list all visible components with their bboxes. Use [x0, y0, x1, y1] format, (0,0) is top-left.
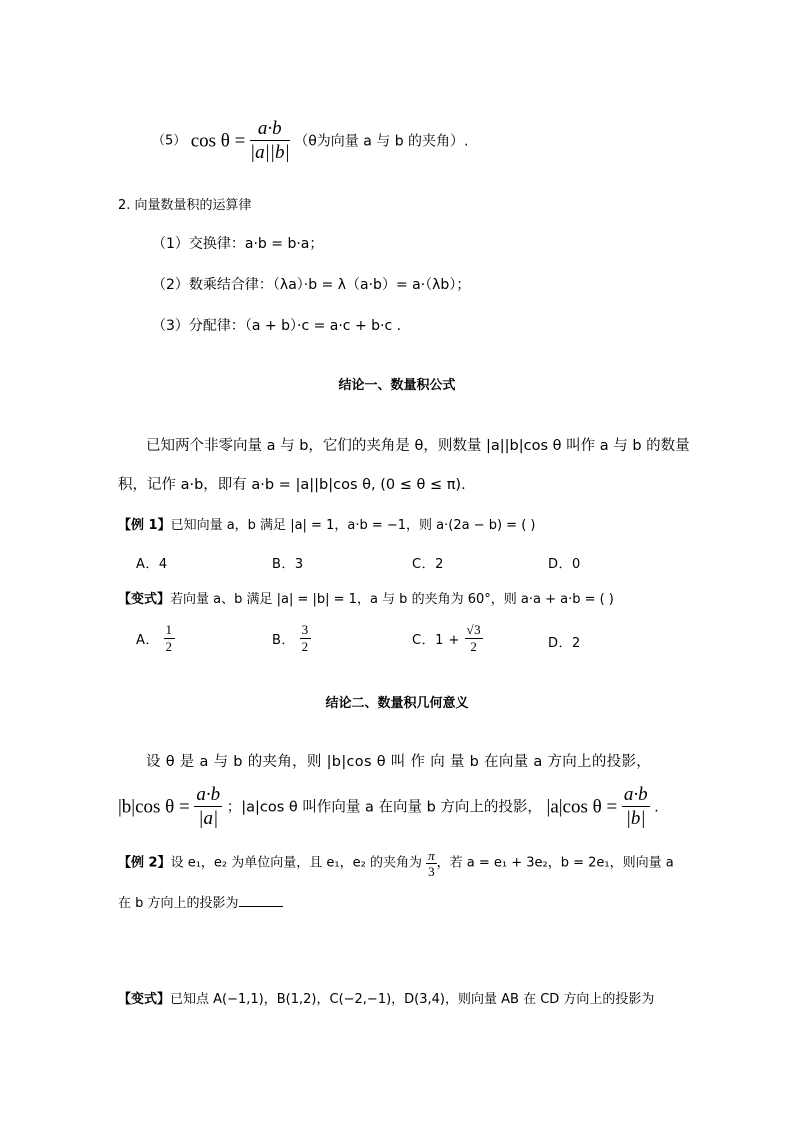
proj-end: . [654, 799, 659, 816]
example-2-line2 [118, 892, 283, 914]
variant-1-option-b [272, 622, 311, 655]
variant-1-option-b-den: 2 [301, 639, 309, 654]
example-1-option-b: B．3 [272, 557, 304, 572]
variant-2-tag: 【变式】 [118, 992, 171, 1007]
answer-blank [239, 892, 283, 907]
example-2-angle-num: π [428, 848, 435, 863]
proj-b-lhs: |b|cos θ = [118, 796, 190, 818]
item-5-numerator: a·b [250, 118, 290, 141]
conclusion-2-heading: 结论二、数量积几何意义 [325, 696, 469, 711]
proj-a-text: ；|a|cos θ 叫作向量 a 在向量 b 方向上的投影， [226, 799, 542, 816]
variant-1-option-c-fraction [465, 622, 484, 655]
example-2-angle-fraction [426, 848, 437, 879]
proj-a-lhs: |a|cos θ = [546, 796, 618, 818]
variant-1-text: 若向量 a、b 满足 |a| = |b| = 1，a 与 b 的夹角为 60°，则 a·a + a·b = ( ) [170, 592, 614, 607]
example-1-tag: 【例 1】 [118, 518, 171, 533]
variant-1 [118, 590, 614, 610]
conclusion-1-heading: 结论一、数量积公式 [338, 378, 456, 393]
example-1-option-d: D．0 [548, 557, 581, 572]
law-distributive: （3）分配律：（a + b）·c = a·c + b·c . [152, 318, 402, 334]
example-2-tag: 【例 2】 [118, 855, 171, 871]
example-1 [118, 516, 535, 536]
variant-1-option-a-label: A． [136, 633, 159, 648]
variant-1-option-c-num: √3 [466, 622, 482, 637]
item-5-note: （θ为向量 a 与 b 的夹角）. [294, 133, 469, 150]
section-2-title: 2. 向量数量积的运算律 [118, 198, 252, 213]
item-5-lhs: cos θ = [190, 130, 246, 152]
conclusion-2-para-line2 [118, 784, 659, 834]
conclusion-1-para-line1: 已知两个非零向量 a 与 b，它们的夹角是 θ，则数量 |a||b|cos θ 叫作 a 与 b 的数量 [146, 438, 690, 454]
proj-a-fraction [622, 784, 650, 831]
variant-1-option-c [412, 622, 483, 655]
variant-1-option-c-label: C．1 + [412, 633, 465, 648]
variant-1-option-a [136, 622, 175, 655]
variant-1-option-c-den: 2 [470, 639, 478, 654]
variant-1-option-a-den: 2 [165, 639, 173, 654]
item-5 [152, 118, 469, 163]
example-1-option-a: A．4 [136, 557, 168, 572]
example-1-option-c: C．2 [412, 557, 444, 572]
variant-1-option-b-label: B． [272, 633, 295, 648]
variant-2 [118, 990, 654, 1010]
example-1-text: 已知向量 a，b 满足 |a| = 1，a·b = −1，则 a·(2a − b) = ( ) [170, 518, 536, 533]
example-2-text1: 设 e₁，e₂ 为单位向量，且 e₁，e₂ 的夹角为 [170, 855, 422, 871]
item-5-num: （5） [152, 133, 187, 149]
variant-1-option-a-fraction [164, 622, 175, 655]
example-2 [118, 848, 674, 884]
variant-1-tag: 【变式】 [118, 592, 171, 607]
proj-a-num: a·b [623, 784, 648, 805]
example-2-angle-den: 3 [428, 864, 435, 879]
variant-1-option-d: D．2 [548, 636, 581, 651]
proj-b-num: a·b [196, 784, 221, 805]
conclusion-2-para-line1: 设 θ 是 a 与 b 的夹角，则 |b|cos θ 叫 作 向 量 b 在向量 a 方向上的投影， [146, 754, 652, 770]
conclusion-1-para-line2: 积，记作 a·b，即有 a·b = |a||b|cos θ, (0 ≤ θ ≤ π). [118, 477, 466, 493]
proj-b-den: |a| [198, 808, 219, 829]
variant-1-option-b-fraction [300, 622, 311, 655]
variant-1-option-a-num: 1 [165, 622, 173, 637]
proj-b-fraction [194, 784, 222, 831]
example-2-text2: ，若 a = e₁ + 3e₂，b = 2e₁，则向量 a [436, 855, 674, 871]
proj-a-den: |b| [625, 808, 646, 829]
law-associative: （2）数乘结合律：（λa）·b = λ（a·b）= a·（λb）； [152, 277, 471, 293]
item-5-fraction [250, 118, 290, 165]
example-2-text3: 在 b 方向上的投影为 [118, 896, 239, 911]
variant-2-text: 已知点 A(−1,1)，B(1,2)，C(−2,−1)，D(3,4)，则向量 AB 在 CD 方向上的投影为 [170, 992, 655, 1007]
law-commutative: （1）交换律：a·b = b·a； [152, 236, 324, 252]
item-5-denominator: |a||b| [249, 142, 290, 163]
variant-1-option-b-num: 3 [301, 622, 309, 637]
